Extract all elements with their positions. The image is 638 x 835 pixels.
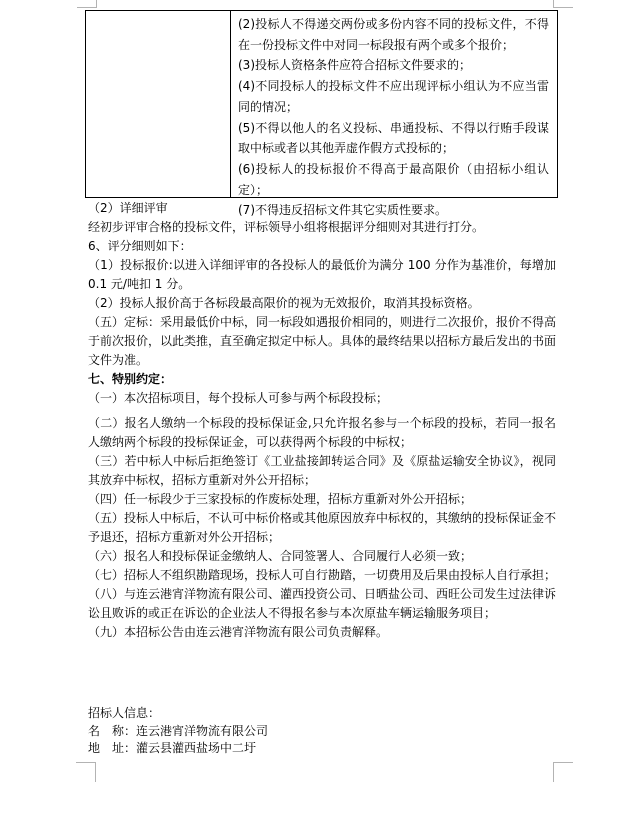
margin-mark-top-left-icon [77, 0, 97, 8]
tenderer-info-title: 招标人信息： [88, 706, 161, 720]
margin-mark-bottom-left-icon [76, 762, 96, 782]
body-paragraph: （二）报名人缴纳一个标段的投标保证金,只允许报名参与一个标段的投标，若同一报名人缴纳两个标段的投标保证金，可以获得两个标段的中标权； [88, 416, 556, 449]
body-paragraph: （2）投标人报价高于各标段最高限价的视为无效报价，取消其投标资格。 [88, 296, 480, 310]
requirement-item: (6)投标人的投标报价不得高于最高限价（由招标小组认定）； [238, 161, 549, 197]
body-paragraph: （三）若中标人中标后拒绝签订《工业盐接卸转运合同》及《原盐运输安全协议》，视同其放弃中标权，招标方重新对外公开招标； [88, 454, 556, 487]
requirement-item: (2)投标人不得递交两份或多份内容不同的投标文件，不得在一份投标文件中对同一标段报有两个或多个报价； [238, 17, 549, 52]
body-paragraph: 七、特别约定： [88, 372, 173, 386]
requirement-item: (4)不同投标人的投标文件不应出现评标小组认为不应当雷同的情况； [238, 79, 549, 114]
margin-mark-bottom-right-icon [553, 762, 573, 782]
body-paragraph: （九）本招标公告由连云港宵洋物流有限公司负责解释。 [88, 625, 389, 639]
body-paragraph: （七）招标人不组织勘踏现场，投标人可自行勘踏，一切费用及后果由投标人自行承担； [88, 568, 557, 582]
tenderer-address-line: 地 址：灌云县灌西盐场中二圩 [88, 741, 257, 755]
body-paragraph: （六）报名人和投标保证金缴纳人、合同签署人、合同履行人必须一致； [88, 549, 473, 563]
table-cell-requirements [231, 11, 557, 218]
body-paragraph: （2）详细评审 [88, 201, 168, 215]
tenderer-name-line: 名 称：连云港宵洋物流有限公司 [88, 723, 269, 738]
body-paragraph: （八）与连云港宵洋物流有限公司、灌西投资公司、日晒盐公司、西旺公司发生过法律诉讼且败诉的或正在诉讼的企业法人不得报名参与本次原盐车辆运输服务项目； [88, 587, 557, 620]
body-paragraph: （五）投标人中标后，不认可中标价格或其他原因放弃中标权的，其缴纳的投标保证金不予退还，招标方重新对外公开招标； [88, 511, 557, 544]
body-paragraph: （四）任一标段少于三家投标的作废标处理，招标方重新对外公开招标； [88, 492, 473, 506]
requirement-item: (7)不得违反招标文件其它实质性要求。 [238, 203, 447, 218]
document-body [88, 199, 556, 642]
body-paragraph: 经初步评审合格的投标文件，评标领导小组将根据评分细则对其进行打分。 [88, 220, 485, 234]
requirement-item: (3)投标人资格条件应符合招标文件要求的； [238, 58, 471, 73]
body-paragraph: （一）本次招标项目，每个投标人可参与两个标段投标； [88, 391, 389, 405]
body-paragraph: 6、评分细则如下： [88, 239, 192, 253]
requirement-item: (5)不得以他人的名义投标、串通投标、不得以行贿手段谋取中标或者以其他弄虚作假方式投标的； [238, 120, 549, 156]
table-cell-empty [86, 11, 231, 197]
body-paragraph: （五）定标：采用最低价中标，同一标段如遇报价相同的，则进行二次报价，报价不得高于前次报价，以此类推，直至确定拟定中标人。具体的最终结果以招标方最后发出的书面文件为准。 [88, 315, 557, 367]
body-paragraph: （1）投标报价:以进入详细评审的各投标人的最低价为满分 100 分作为基准价，每增加 0.1 元/吨扣 1 分。 [88, 258, 556, 291]
margin-mark-top-right-icon [553, 0, 573, 8]
tenderer-info-block [88, 705, 556, 758]
